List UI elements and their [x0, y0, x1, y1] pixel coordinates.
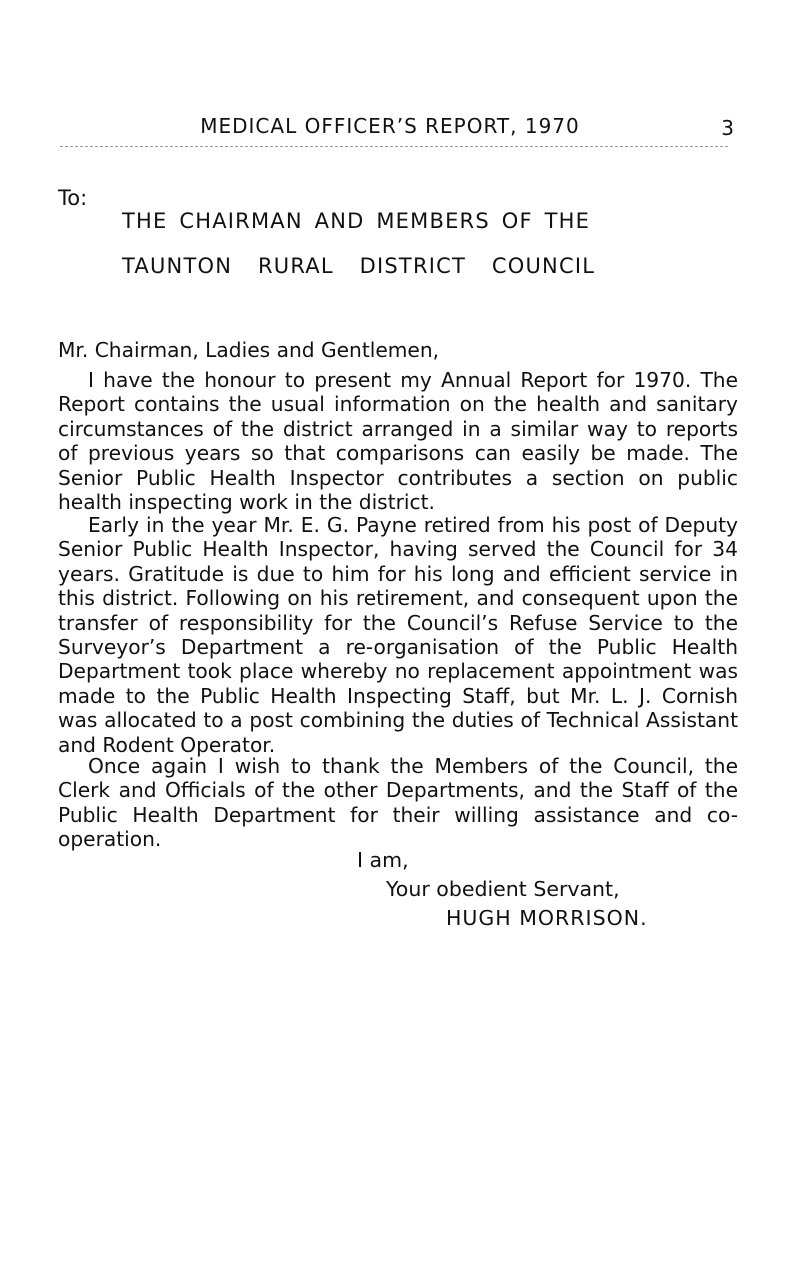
addressee-line-2: TAUNTON RURAL DISTRICT COUNCIL — [122, 254, 596, 278]
signature: HUGH MORRISON. — [446, 906, 648, 930]
paragraph-1: I have the honour to present my Annual Report for 1970. The Report contains the usual information on the health and sanitary circumstances of the district arranged in a similar way to reports of previous years so that comparisons can easily be made. The Senior Public Health Inspector contributes a section on public health inspecting work in the district. — [58, 368, 738, 515]
addressee-line-1: THE CHAIRMAN AND MEMBERS OF THE — [122, 209, 591, 233]
page-header — [60, 114, 734, 148]
closing-line-2: Your obedient Servant, — [386, 877, 620, 901]
paragraph-3: Once again I wish to thank the Members of the Council, the Clerk and Officials of the other Departments, and the Staff of the Public Health Department for their willing assistance and co-operation. — [58, 754, 738, 852]
header-divider — [60, 146, 728, 147]
salutation: Mr. Chairman, Ladies and Gentlemen, — [58, 338, 440, 362]
closing-line-1: I am, — [357, 848, 409, 872]
page-number: 3 — [721, 116, 734, 140]
to-label: To: — [58, 186, 88, 210]
report-title: MEDICAL OFFICER’S REPORT, 1970 — [200, 114, 580, 138]
paragraph-2: Early in the year Mr. E. G. Payne retired from his post of Deputy Senior Public Health Inspector, having served the Council for 34 years. Gratitude is due to him for his long and efficient service in this district. Following on his retirement, and consequent upon the transfer of responsibility for the Council’s Refuse Service to the Surveyor’s Department a re-organisation of the Public Health Department took place whereby no replacement appointment was made to the Public Health Inspecting Staff, but Mr. L. J. Cornish was allocated to a post combining the duties of Technical Assistant and Rodent Operator. — [58, 513, 738, 757]
